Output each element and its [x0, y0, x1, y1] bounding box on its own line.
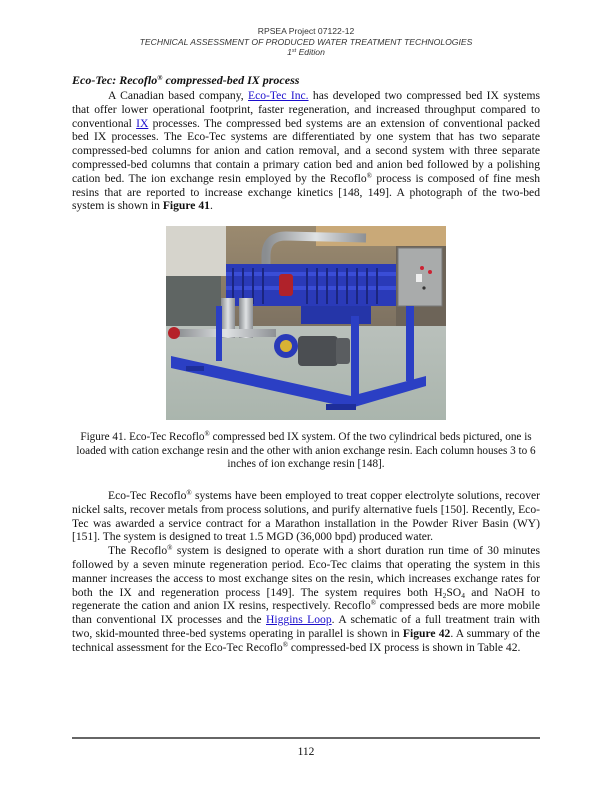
- figure-reference: Figure 41: [162, 199, 210, 213]
- footer-divider: [72, 737, 540, 739]
- link-higgins-loop[interactable]: Higgins Loop: [266, 613, 332, 627]
- registered-mark: ®: [204, 430, 210, 438]
- text-span: systems have been employed to treat copper electrolyte solutions, recover nickel salts, recover metals from process solutions, and purify alternative fuels [150]. Recently, Eco-Tec was awarded a service contract for a Marathon installation in the Powder River Basin (WY) [151]. The system is designed to treat 1.5 MGD (36,000 bpd) produced water.: [72, 489, 540, 544]
- registered-mark: ®: [370, 599, 377, 608]
- registered-mark: ®: [282, 640, 289, 649]
- page-number: 112: [297, 746, 315, 758]
- figure-41-photo: [166, 226, 446, 420]
- text-span: The Recoflo: [108, 544, 168, 558]
- figure-reference: Figure 42: [402, 626, 451, 640]
- subscript: 2: [442, 590, 447, 600]
- text-span: . A summary of the technical assessment for the Eco-Tec Recoflo: [72, 626, 541, 654]
- registered-mark: ®: [157, 74, 163, 82]
- text-span: compressed-bed IX process is shown in Table 42.: [288, 640, 521, 654]
- caption-text-post: compressed bed IX system. Of the two cylindrical beds pictured, one is loaded with cation exchange resin and the other with anion exchange resin. Each column houses 3 to 6 inches of ion exchange resin [148].: [76, 431, 536, 471]
- running-header-title: TECHNICAL ASSESSMENT OF PRODUCED WATER TREATMENT TECHNOLOGIES: [139, 36, 473, 47]
- link-ix[interactable]: IX: [136, 116, 149, 130]
- text-span: system is designed to operate with a short duration run time of 30 minutes followed by a seven minute regeneration period. Eco-Tec claims that operating the system in this manner increases the access to most exchange sites on the resin, which increases exchange rates for both the IX and regeneration process [149]. The system requires both H: [72, 544, 541, 599]
- text-span: processes. The compressed bed systems are an extension of conventional packed bed IX processes. The Eco-Tec systems are differentiated by one system that has two separate compressed-bed columns for anion and cation removal, and a second system with three separate compressed-bed columns that contain a primary cation bed and anion bed followed by a polishing cation bed. The ion exchange resin employed by the Recoflo: [72, 116, 541, 185]
- text-span: SO: [446, 585, 462, 599]
- edition-number: 1: [287, 47, 292, 57]
- figure-41-caption: [72, 431, 540, 472]
- paragraph-applications: [72, 489, 540, 544]
- running-header-project: RPSEA Project 07122-12: [257, 26, 355, 36]
- text-span: .: [209, 199, 213, 213]
- paragraph-operation: [72, 544, 540, 654]
- registered-mark: ®: [167, 544, 173, 553]
- text-span: has developed two compressed bed IX systems that offer lower operational footprint, faster regeneration, and increased throughput compared to conventional: [72, 89, 540, 130]
- paragraph-intro: [72, 89, 540, 213]
- registered-mark: ®: [366, 171, 372, 180]
- section-heading: [72, 73, 299, 88]
- text-span: process is composed of fine mesh resins that are reported to increase exchange kinetics [148, 149]. A photograph of the two-bed system is shown in: [72, 171, 541, 213]
- text-span: Eco-Tec Recoflo: [108, 489, 187, 502]
- text-span: and NaOH to regenerate the cation and anion IX resins, respectively. Recoflo: [72, 585, 540, 613]
- running-header-edition: [0, 47, 612, 57]
- heading-text-pre: Eco-Tec: Recoflo: [72, 73, 158, 87]
- edition-label: Edition: [296, 47, 325, 57]
- edition-ordinal: st: [291, 48, 297, 54]
- text-span: . A schematic of a full treatment train with two, skid-mounted three-bed systems operating in parallel is shown in: [72, 613, 540, 640]
- link-eco-tec-inc[interactable]: Eco-Tec Inc.: [248, 89, 309, 102]
- paragraph-applications-and-operation: [72, 489, 540, 655]
- caption-text-pre: Figure 41. Eco-Tec Recoflo: [80, 431, 205, 443]
- text-span: A Canadian based company,: [108, 89, 249, 102]
- text-span: compressed beds are more mobile than conventional IX processes and the: [72, 599, 540, 627]
- equipment-photo-illustration: [166, 226, 446, 420]
- subscript: 4: [461, 590, 465, 600]
- heading-text-post: compressed-bed IX process: [162, 73, 300, 87]
- registered-mark: ®: [186, 489, 192, 497]
